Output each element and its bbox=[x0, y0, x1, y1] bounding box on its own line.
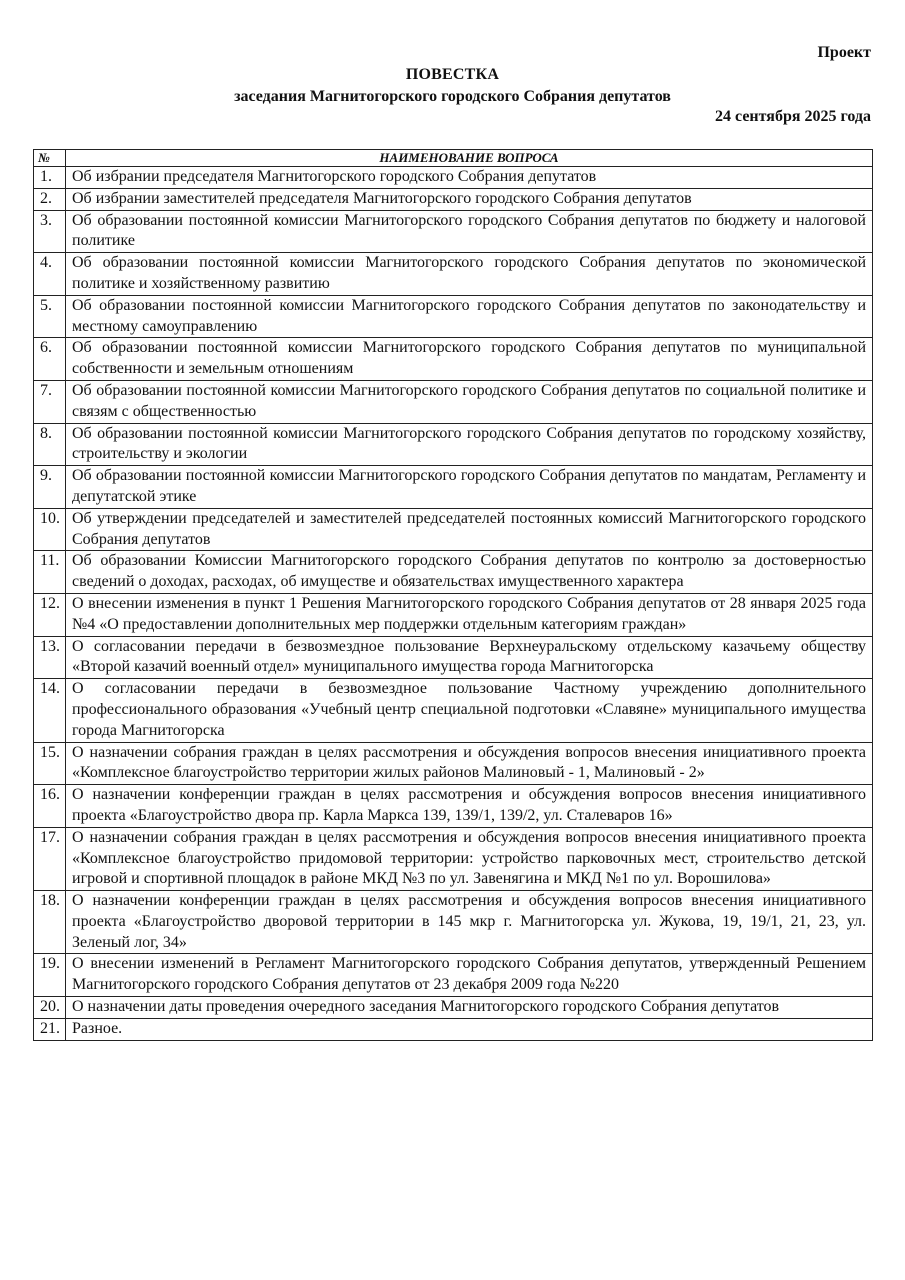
row-number: 20. bbox=[34, 997, 66, 1019]
row-text: Об избрании председателя Магнитогорского городского Собрания депутатов bbox=[66, 167, 873, 189]
row-number: 7. bbox=[34, 380, 66, 423]
agenda-rows bbox=[34, 167, 873, 1041]
row-number: 16. bbox=[34, 785, 66, 828]
row-number: 9. bbox=[34, 466, 66, 509]
row-number: 11. bbox=[34, 551, 66, 594]
table-row bbox=[34, 679, 873, 742]
table-row bbox=[34, 954, 873, 997]
table-row bbox=[34, 167, 873, 189]
row-number: 1. bbox=[34, 167, 66, 189]
row-number: 17. bbox=[34, 827, 66, 890]
row-number: 10. bbox=[34, 508, 66, 551]
table-row bbox=[34, 188, 873, 210]
table-row bbox=[34, 253, 873, 296]
table-row bbox=[34, 1018, 873, 1040]
table-header-row bbox=[34, 150, 873, 167]
row-number: 4. bbox=[34, 253, 66, 296]
row-text: О согласовании передачи в безвозмездное пользование Верхнеуральскому отдельскому казачьему обществу «Второй казачий военный отдел» муниципального имущества города Магнитогорска bbox=[66, 636, 873, 679]
table-row bbox=[34, 785, 873, 828]
row-text: Об утверждении председателей и заместителей председателей постоянных комиссий Магнитогорского городского Собрания депутатов bbox=[66, 508, 873, 551]
table-row bbox=[34, 466, 873, 509]
row-number: 15. bbox=[34, 742, 66, 785]
table-row bbox=[34, 295, 873, 338]
table-row bbox=[34, 636, 873, 679]
agenda-table bbox=[33, 149, 873, 1041]
row-text: О назначении даты проведения очередного заседания Магнитогорского городского Собрания депутатов bbox=[66, 997, 873, 1019]
row-text: О внесении изменений в Регламент Магнитогорского городского Собрания депутатов, утвержденный Решением Магнитогорского городского Собрания депутатов от 23 декабря 2009 года №220 bbox=[66, 954, 873, 997]
page-title: ПОВЕСТКА bbox=[405, 66, 500, 83]
row-number: 21. bbox=[34, 1018, 66, 1040]
row-number: 14. bbox=[34, 679, 66, 742]
row-text: Об образовании постоянной комиссии Магнитогорского городского Собрания депутатов по мандатам, Регламенту и депутатской этике bbox=[66, 466, 873, 509]
table-row bbox=[34, 508, 873, 551]
row-text: О назначении собрания граждан в целях рассмотрения и обсуждения вопросов внесения инициативного проекта «Комплексное благоустройство территории жилых районов Малиновый - 1, Малиновый - 2» bbox=[66, 742, 873, 785]
row-number: 8. bbox=[34, 423, 66, 466]
row-text: О внесении изменения в пункт 1 Решения Магнитогорского городского Собрания депутатов от 28 января 2025 года №4 «О предоставлении дополнительных мер поддержки отдельным категориям граждан» bbox=[66, 593, 873, 636]
page-subtitle: заседания Магнитогорского городского Собрания депутатов bbox=[234, 88, 671, 105]
row-number: 19. bbox=[34, 954, 66, 997]
table-row bbox=[34, 827, 873, 890]
table-row bbox=[34, 338, 873, 381]
meeting-date: 24 сентября 2025 года bbox=[715, 108, 871, 125]
row-number: 12. bbox=[34, 593, 66, 636]
table-row bbox=[34, 997, 873, 1019]
table-row bbox=[34, 593, 873, 636]
row-text: О назначении конференции граждан в целях рассмотрения и обсуждения вопросов внесения инициативного проекта «Благоустройство дворовой территории в 145 мкр г. Магнитогорска ул. Жукова, 19, 19/1, 21, 23, ул. Зеленый лог, 34» bbox=[66, 891, 873, 954]
row-text: Об образовании постоянной комиссии Магнитогорского городского Собрания депутатов по муниципальной собственности и земельным отношениям bbox=[66, 338, 873, 381]
table-row bbox=[34, 742, 873, 785]
row-number: 3. bbox=[34, 210, 66, 253]
row-text: О назначении конференции граждан в целях рассмотрения и обсуждения вопросов внесения инициативного проекта «Благоустройство двора пр. Карла Маркса 139, 139/1, 139/2, ул. Сталеваров 16» bbox=[66, 785, 873, 828]
column-header-name: НАИМЕНОВАНИЕ ВОПРОСА bbox=[66, 150, 873, 167]
row-text: О назначении собрания граждан в целях рассмотрения и обсуждения вопросов внесения инициативного проекта «Комплексное благоустройство придомовой территории: устройство парковочных мест, строительство детской игровой и спортивной площадок в районе МКД №3 по ул. Завенягина и МКД №1 по ул. Ворошилова» bbox=[66, 827, 873, 890]
row-text: Об образовании постоянной комиссии Магнитогорского городского Собрания депутатов по городскому хозяйству, строительству и экологии bbox=[66, 423, 873, 466]
table-row bbox=[34, 210, 873, 253]
row-text: Об образовании Комиссии Магнитогорского городского Собрания депутатов по контролю за достоверностью сведений о доходах, расходах, об имуществе и обязательствах имущественного характера bbox=[66, 551, 873, 594]
row-text: Об избрании заместителей председателя Магнитогорского городского Собрания депутатов bbox=[66, 188, 873, 210]
row-text: О согласовании передачи в безвозмездное пользование Частному учреждению дополнительного профессионального образования «Учебный центр специальной подготовки «Славяне» муниципального имущества города Магнитогорска bbox=[66, 679, 873, 742]
row-text: Разное. bbox=[66, 1018, 873, 1040]
row-text: Об образовании постоянной комиссии Магнитогорского городского Собрания депутатов по социальной политике и связям с общественностью bbox=[66, 380, 873, 423]
table-row bbox=[34, 380, 873, 423]
row-text: Об образовании постоянной комиссии Магнитогорского городского Собрания депутатов по экономической политике и хозяйственному развитию bbox=[66, 253, 873, 296]
row-text: Об образовании постоянной комиссии Магнитогорского городского Собрания депутатов по законодательству и местному самоуправлению bbox=[66, 295, 873, 338]
row-text: Об образовании постоянной комиссии Магнитогорского городского Собрания депутатов по бюджету и налоговой политике bbox=[66, 210, 873, 253]
table-row bbox=[34, 891, 873, 954]
row-number: 13. bbox=[34, 636, 66, 679]
row-number: 5. bbox=[34, 295, 66, 338]
row-number: 18. bbox=[34, 891, 66, 954]
table-row bbox=[34, 551, 873, 594]
row-number: 2. bbox=[34, 188, 66, 210]
row-number: 6. bbox=[34, 338, 66, 381]
table-row bbox=[34, 423, 873, 466]
project-label: Проект bbox=[817, 44, 871, 61]
column-header-number: № bbox=[34, 150, 66, 167]
